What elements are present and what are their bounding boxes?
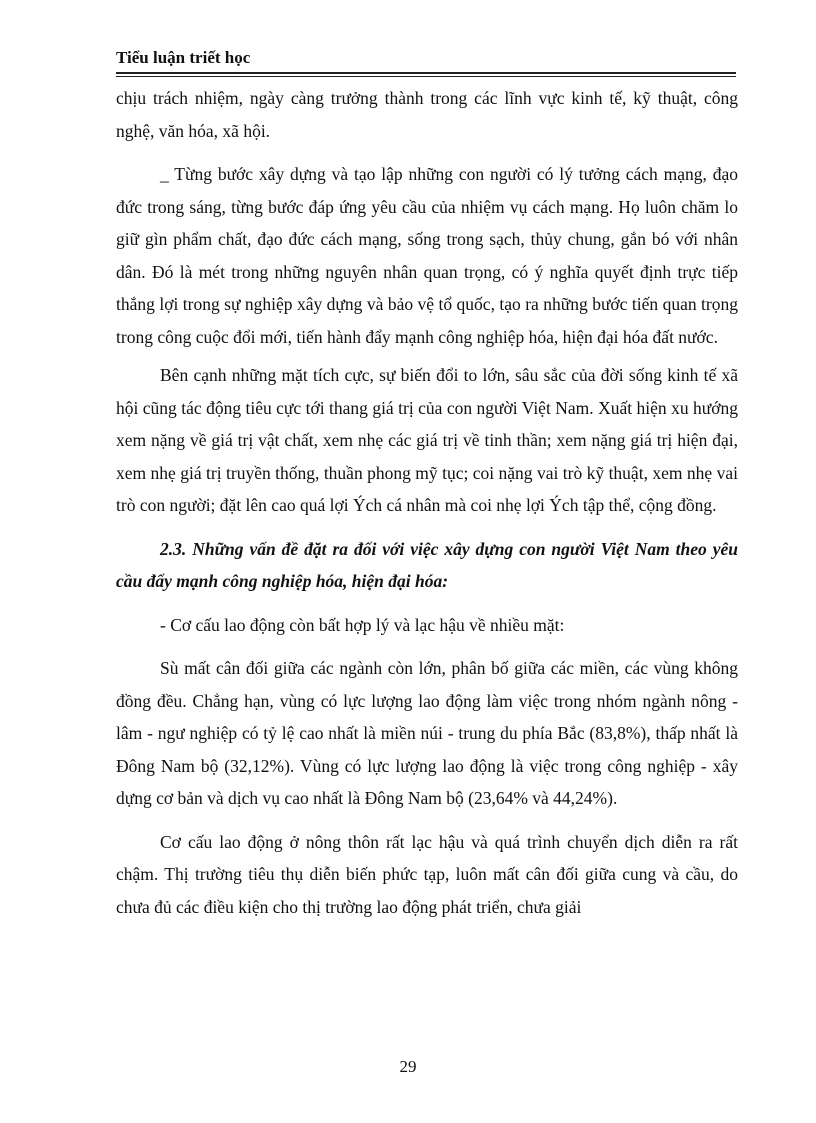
paragraph-revolutionary-people: _ Từng bước xây dựng và tạo lập những con người có lý tưởng cách mạng, đạo đức trong sáng, từng bước đáp ứng yêu cầu của nhiệm vụ cách mạng. Họ luôn chăm lo giữ gìn phẩm chất, đạo đức cách mạng, sống trong sạch, thủy chung, gắn bó với nhân dân. Đó là mét trong những nguyên nhân quan trọng, có ý nghĩa quyết định trực tiếp thắng lợi trong sự nghiệp xây dựng và bảo vệ tổ quốc, tạo ra những bước tiến quan trọng trong công cuộc đổi mới, tiến hành đẩy mạnh công nghiệp hóa, hiện đại hóa đất nước. [116,164,738,347]
page-body [116,82,738,923]
paragraph-imbalance: Sù mất cân đối giữa các ngành còn lớn, phân bố giữa các miền, các vùng không đồng đều. Chẳng hạn, vùng có lực lượng lao động làm việc trong nhóm ngành nông - lâm - ngư nghiệp có tỷ lệ cao nhất là miền núi - trung du phía Bắc (83,8%), thấp nhất là Đông Nam bộ (32,12%). Vùng có lực lượng lao động là việc trong công nghiệp - xây dựng cơ bản và dịch vụ cao nhất là Đông Nam bộ (23,64% và 44,24%). [116,658,738,808]
paragraph-labor-structure: - Cơ cấu lao động còn bất hợp lý và lạc hậu về nhiều mặt: [160,614,565,635]
paragraph-continued: chịu trách nhiệm, ngày càng trưởng thành trong các lĩnh vực kinh tế, kỹ thuật, công nghệ, văn hóa, xã hội. [116,88,738,141]
paragraph-rural-labor: Cơ cấu lao động ở nông thôn rất lạc hậu và quá trình chuyển dịch diễn ra rất chậm. Thị trường tiêu thụ diễn biến phức tạp, luôn mất cân đối giữa cung và cầu, do chưa đủ các điều kiện cho thị trường lao động phát triển, chưa giải [116,831,738,917]
section-heading-2-3: 2.3. Những vấn đề đặt ra đối với việc xây dựng con người Việt Nam theo yêu cầu đẩy mạnh công nghiệp hóa, hiện đại hóa: [116,538,738,591]
header-rule-thick [116,72,736,74]
header-rule-thin [116,76,736,77]
paragraph-negative-impacts: Bên cạnh những mặt tích cực, sự biến đổi to lớn, sâu sắc của đời sống kinh tế xã hội cũng tác động tiêu cực tới thang giá trị của con người Việt Nam. Xuất hiện xu hướng xem nặng về giá trị vật chất, xem nhẹ các giá trị về tinh thần; xem nặng giá trị hiện đại, xem nhẹ giá trị truyền thống, thuần phong mỹ tục; coi nặng vai trò kỹ thuật, xem nhẹ vai trò con người; đặt lên cao quá lợi Ých cá nhân mà coi nhẹ lợi Ých tập thể, cộng đồng. [116,365,738,515]
page-number: 29 [399,1057,417,1076]
running-header: Tiểu luận triết học [116,48,251,67]
